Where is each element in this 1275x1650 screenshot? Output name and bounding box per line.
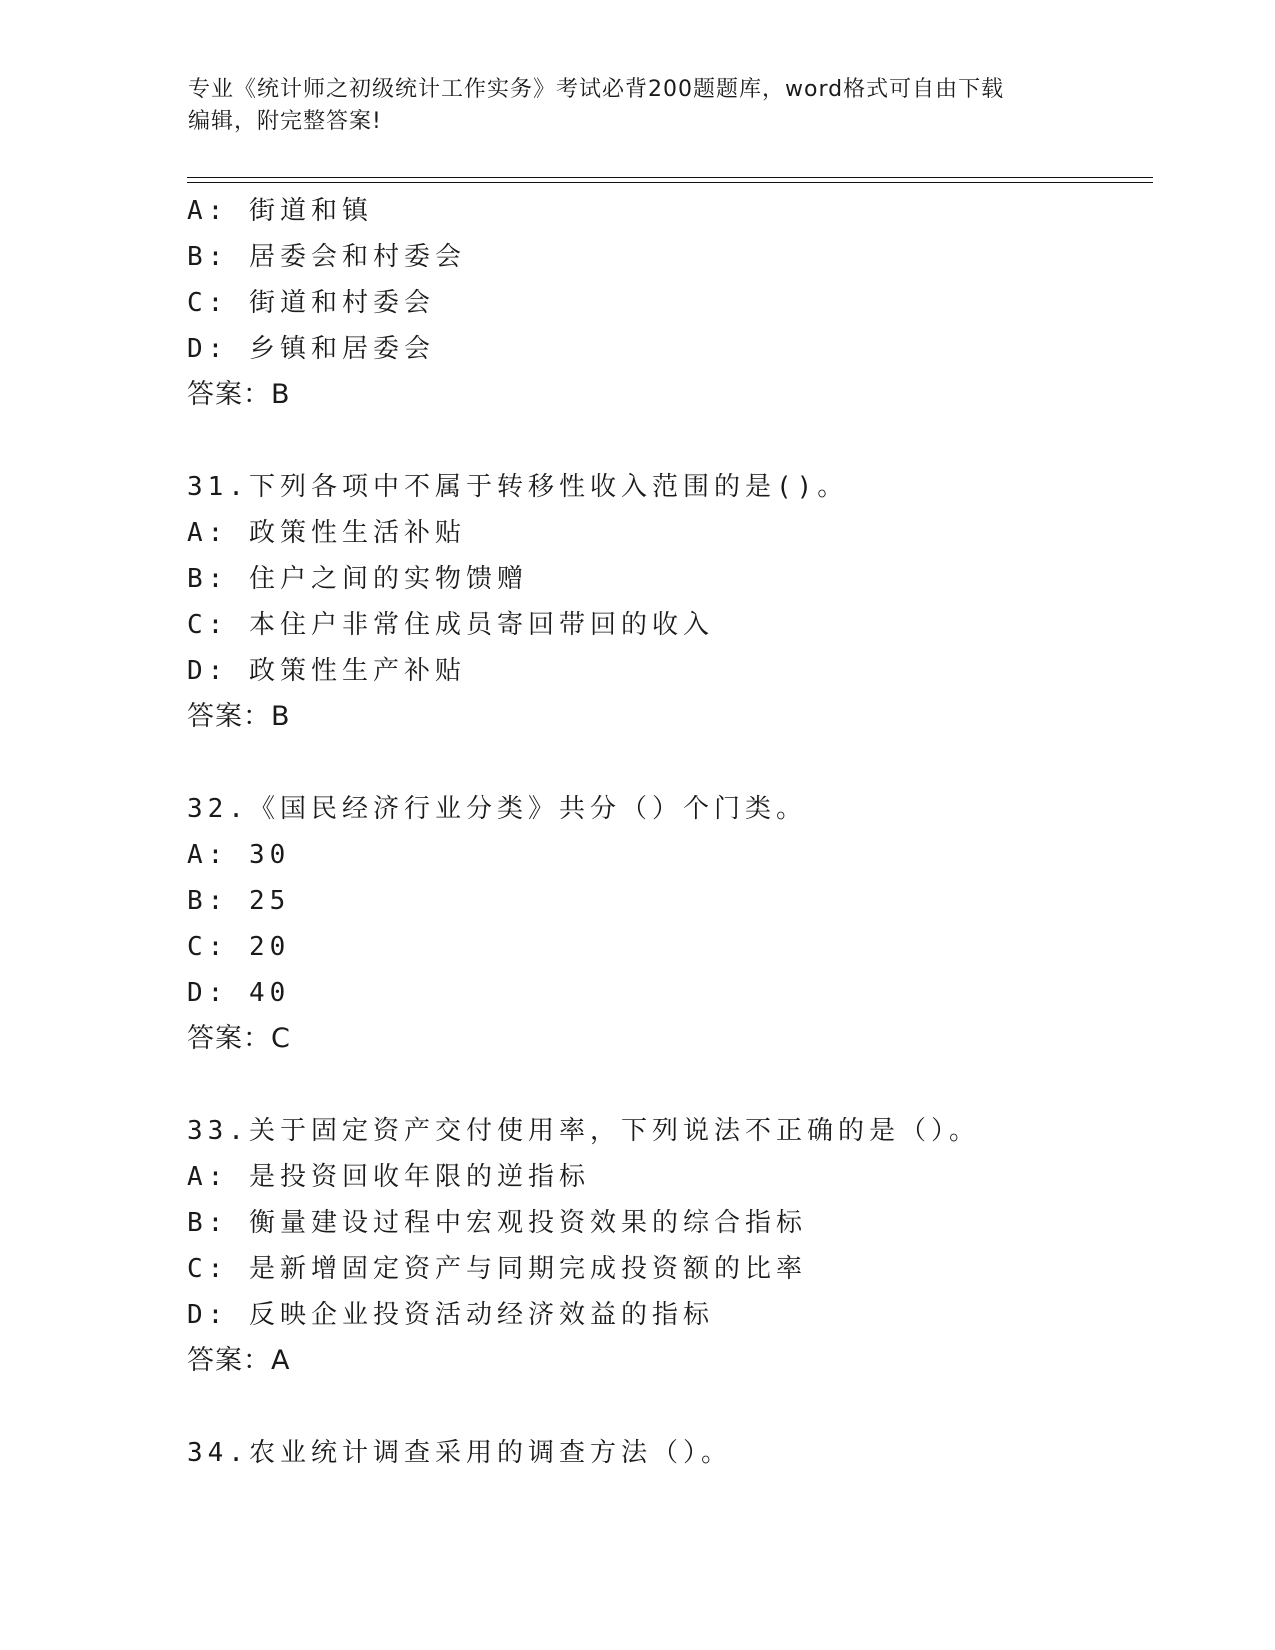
question-text: 31.下列各项中不属于转移性收入范围的是()。	[187, 472, 849, 502]
option-d: D: 40	[187, 978, 291, 1008]
answer: 答案：A	[187, 1345, 291, 1376]
option-d: D: 政策性生产补贴	[187, 656, 466, 686]
question-text: 33.关于固定资产交付使用率，下列说法不正确的是（）。	[187, 1116, 980, 1146]
header-divider-top	[187, 177, 1153, 178]
question-block-31	[187, 464, 1147, 740]
spacer	[187, 1062, 1147, 1108]
question-text: 34.农业统计调查采用的调查方法（）。	[187, 1438, 732, 1468]
option-c: C: 是新增固定资产与同期完成投资额的比率	[187, 1254, 807, 1284]
spacer	[187, 418, 1147, 464]
header-line-1: 专业《统计师之初级统计工作实务》考试必背200题题库，word格式可自由下载	[188, 77, 1005, 102]
option-a: A: 街道和镇	[187, 196, 373, 226]
question-block-34	[187, 1430, 1147, 1476]
question-block-33	[187, 1108, 1147, 1384]
question-block-30	[187, 188, 1147, 418]
option-a: A: 是投资回收年限的逆指标	[187, 1162, 590, 1192]
option-a: A: 政策性生活补贴	[187, 518, 466, 548]
option-b: B: 衡量建设过程中宏观投资效果的综合指标	[187, 1208, 807, 1238]
question-list	[187, 188, 1147, 1476]
spacer	[187, 740, 1147, 786]
document-header	[188, 74, 1068, 138]
header-line-2: 编辑，附完整答案!	[188, 109, 382, 134]
question-text: 32.《国民经济行业分类》共分（）个门类。	[187, 794, 807, 824]
header-divider-bottom	[187, 182, 1153, 183]
option-d: D: 反映企业投资活动经济效益的指标	[187, 1300, 714, 1330]
option-a: A: 30	[187, 840, 291, 870]
answer: 答案：C	[187, 1023, 291, 1054]
option-b: B: 居委会和村委会	[187, 242, 466, 272]
spacer	[187, 1384, 1147, 1430]
option-c: C: 街道和村委会	[187, 288, 435, 318]
answer: 答案：B	[187, 379, 291, 410]
option-b: B: 25	[187, 886, 291, 916]
answer: 答案：B	[187, 701, 291, 732]
option-b: B: 住户之间的实物馈赠	[187, 564, 528, 594]
question-block-32	[187, 786, 1147, 1062]
option-d: D: 乡镇和居委会	[187, 334, 435, 364]
option-c: C: 本住户非常住成员寄回带回的收入	[187, 610, 714, 640]
option-c: C: 20	[187, 932, 291, 962]
